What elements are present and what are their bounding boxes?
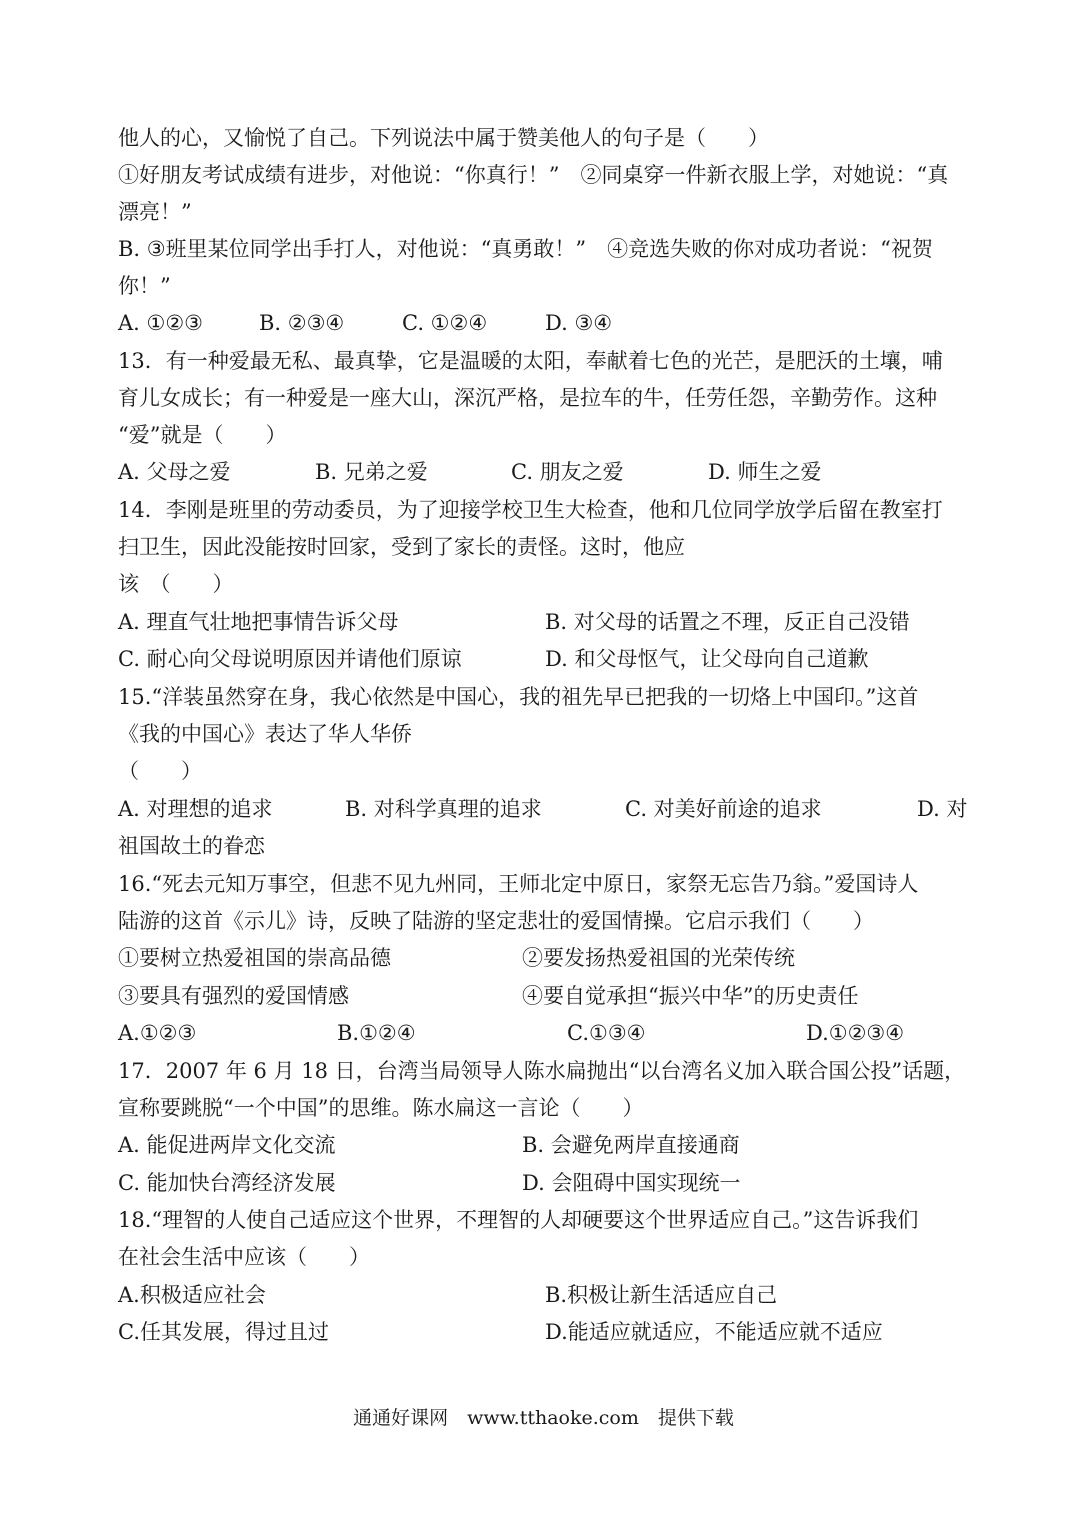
q18-option-d: D.能适应就适应，不能适应就不适应: [545, 1320, 883, 1344]
q14-stem-line-2: 扫卫生，因此没能按时回家，受到了家长的责怪。这时，他应: [118, 535, 685, 559]
q13-option-a: A. 父母之爱: [118, 460, 231, 484]
q16-item-2: ②要发扬热爱祖国的光荣传统: [522, 946, 795, 970]
q15-option-b: B. 对科学真理的追求: [345, 797, 542, 821]
q18-stem-line-2: 在社会生活中应该（ ）: [118, 1245, 370, 1269]
q14-stem-line-3: 该 （ ）: [118, 572, 234, 596]
q17-option-b: B. 会避免两岸直接通商: [522, 1133, 740, 1157]
q12-stem-line-3: 漂亮！”: [118, 200, 192, 224]
q17-stem-line-1: 17．2007 年 6 月 18 日，台湾当局领导人陈水扁抛出“以台湾名义加入联合国公投”话题，: [118, 1059, 966, 1083]
q18-option-b: B.积极让新生活适应自己: [545, 1283, 778, 1307]
q16-option-c: C.①③④: [567, 1021, 646, 1045]
q18-option-a: A.积极适应社会: [118, 1283, 266, 1307]
q15-stem-line-3: （ ）: [118, 759, 202, 783]
q14-stem-line-1: 14．李刚是班里的劳动委员，为了迎接学校卫生大检查，他和几位同学放学后留在教室打: [118, 498, 943, 522]
q16-item-4: ④要自觉承担“振兴中华”的历史责任: [522, 984, 859, 1008]
q12-option-d: D. ③④: [545, 311, 613, 335]
q15-option-d: D. 对: [917, 797, 968, 821]
q16-stem-line-1: 16.“死去元知万事空，但悲不见九州同，王师北定中原日，家祭无忘告乃翁。”爱国诗人: [118, 872, 919, 896]
q12-option-a: A. ①②③: [118, 311, 203, 335]
q15-option-d-continued: 祖国故土的眷恋: [118, 834, 265, 858]
q16-option-b: B.①②④: [337, 1021, 416, 1045]
q16-option-a: A.①②③: [118, 1021, 197, 1045]
q17-option-c: C. 能加快台湾经济发展: [118, 1171, 336, 1195]
q12-option-c: C. ①②④: [402, 311, 488, 335]
q18-stem-line-1: 18.“理智的人使自己适应这个世界，不理智的人却硬要这个世界适应自己。”这告诉我们: [118, 1208, 919, 1232]
q15-stem-line-2: 《我的中国心》表达了华人华侨: [118, 722, 412, 746]
q17-option-d: D. 会阻碍中国实现统一: [522, 1171, 741, 1195]
q16-item-1: ①要树立热爱祖国的崇高品德: [118, 946, 391, 970]
q14-option-a: A. 理直气壮地把事情告诉父母: [118, 610, 399, 634]
q13-option-d: D. 师生之爱: [708, 460, 822, 484]
q12-stem-line-4: B. ③班里某位同学出手打人，对他说：“真勇敢！” ④竞选失败的你对成功者说：“祝贺: [118, 237, 933, 261]
q15-option-c: C. 对美好前途的追求: [625, 797, 822, 821]
q13-option-c: C. 朋友之爱: [511, 460, 624, 484]
q16-item-3: ③要具有强烈的爱国情感: [118, 984, 349, 1008]
q12-option-b: B. ②③④: [259, 311, 345, 335]
q14-option-b: B. 对父母的话置之不理，反正自己没错: [545, 610, 910, 634]
q13-stem-line-2: 育儿女成长；有一种爱是一座大山，深沉严格，是拉车的牛，任劳任怨，辛勤劳作。这种: [118, 386, 937, 410]
q15-option-a: A. 对理想的追求: [118, 797, 273, 821]
q12-stem-line-2: ①好朋友考试成绩有进步，对他说：“你真行！” ②同桌穿一件新衣服上学，对她说：“真: [118, 163, 949, 187]
q17-option-a: A. 能促进两岸文化交流: [118, 1133, 336, 1157]
q15-stem-line-1: 15.“洋装虽然穿在身，我心依然是中国心，我的祖先早已把我的一切烙上中国印。”这首: [118, 685, 919, 709]
q18-option-c: C.任其发展，得过且过: [118, 1320, 329, 1344]
q14-option-d: D. 和父母怄气，让父母向自己道歉: [545, 647, 869, 671]
q12-stem-line-1: 他人的心，又愉悦了自己。下列说法中属于赞美他人的句子是（ ）: [118, 126, 769, 150]
q12-stem-line-5: 你！”: [118, 274, 171, 298]
q16-stem-line-2: 陆游的这首《示儿》诗，反映了陆游的坚定悲壮的爱国情操。它启示我们（ ）: [118, 909, 874, 933]
q16-option-d: D.①②③④: [806, 1021, 905, 1045]
q14-option-c: C. 耐心向父母说明原因并请他们原谅: [118, 647, 462, 671]
q13-stem-line-3: “爱”就是（ ）: [118, 423, 287, 447]
q17-stem-line-2: 宣称要跳脱“一个中国”的思维。陈水扁这一言论（ ）: [118, 1096, 644, 1120]
q13-option-b: B. 兄弟之爱: [315, 460, 428, 484]
page-footer: 通通好课网 www.tthaoke.com 提供下载: [353, 1407, 734, 1429]
q13-stem-line-1: 13．有一种爱最无私、最真挚，它是温暖的太阳，奉献着七色的光芒，是肥沃的土壤，哺: [118, 349, 943, 373]
